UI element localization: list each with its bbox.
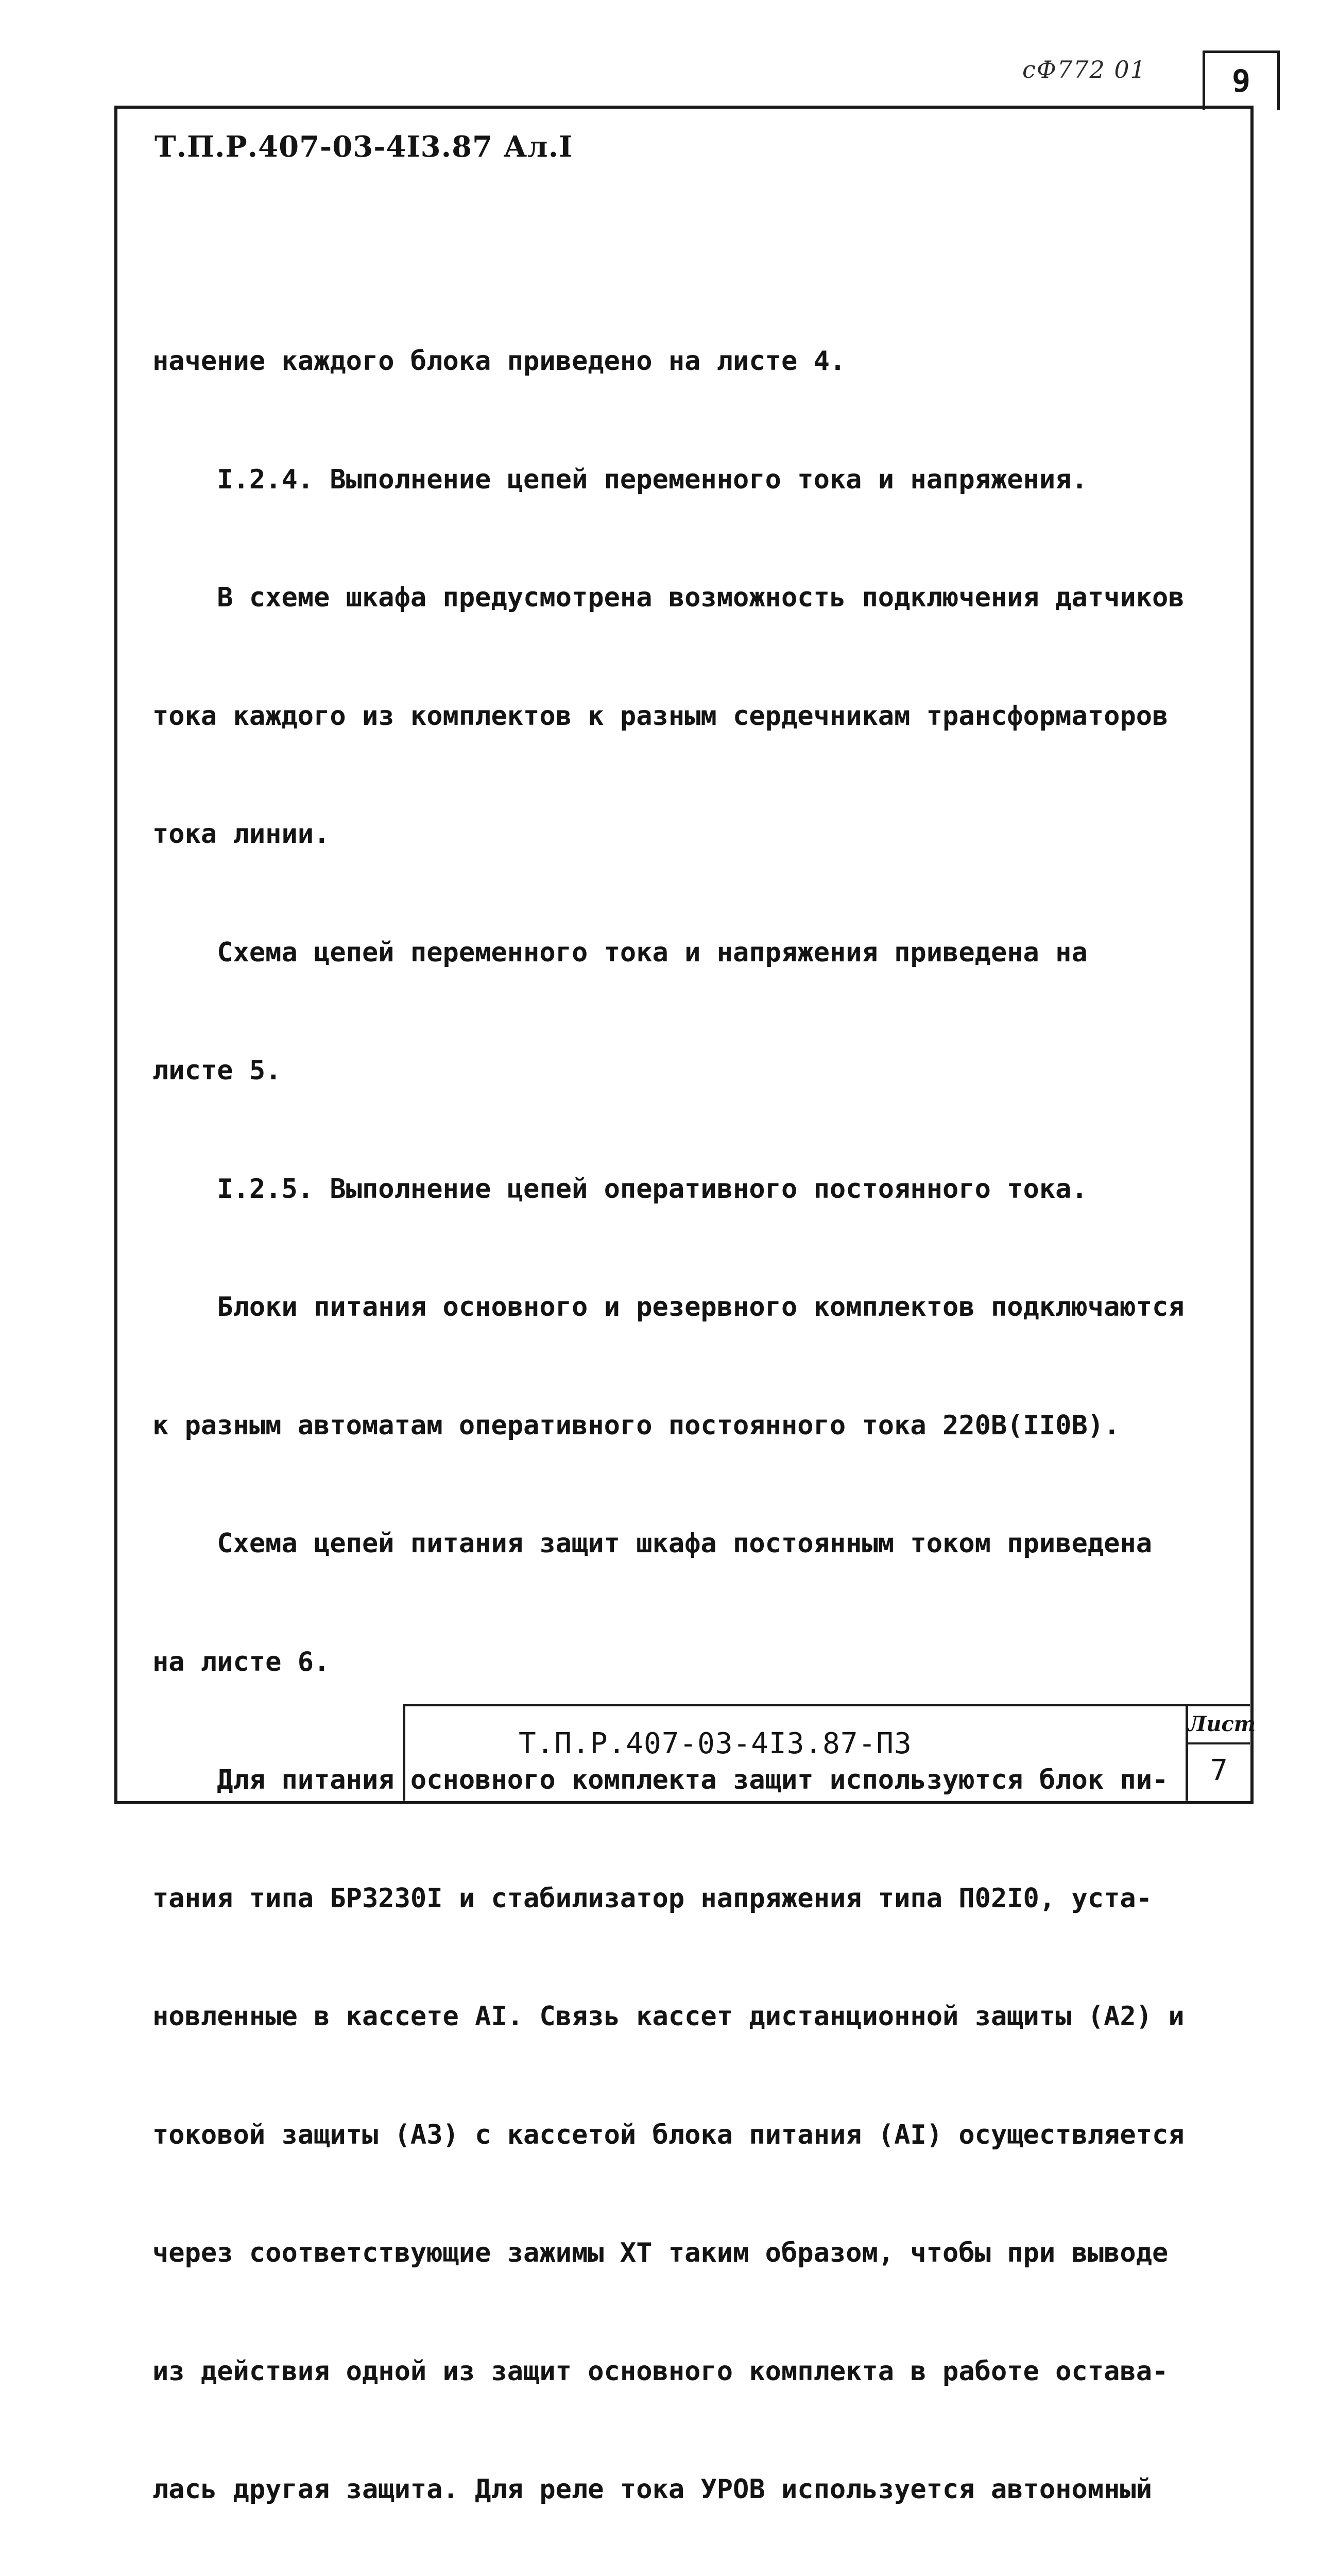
text-line: на листе 6. xyxy=(152,1646,330,1677)
text-line: Блоки питания основного и резервного комплектов подключаются xyxy=(152,1292,1185,1323)
text-line: токовой защиты (А3) с кассетой блока питания (АI) осуществляется xyxy=(152,2119,1185,2150)
text-line: I.2.4. Выполнение цепей переменного тока и напряжения. xyxy=(152,464,1088,495)
text-line: из действия одной из защит основного комплекта в работе остава- xyxy=(152,2355,1169,2387)
text-line: новленные в кассете АI. Связь кассет дистанционной защиты (А2) и xyxy=(152,2001,1185,2032)
text-line: начение каждого блока приведено на листе 4. xyxy=(152,346,846,377)
text-line: I.2.5. Выполнение цепей оперативного постоянного тока. xyxy=(152,1173,1088,1205)
text-line: к разным автоматам оперативного постоянного тока 220В(II0В). xyxy=(152,1410,1120,1441)
title-block-stamp xyxy=(403,1704,1256,1801)
sheet-number: 7 xyxy=(1210,1754,1228,1787)
body-text xyxy=(152,263,1226,2576)
stamp-document-code: Т.П.Р.407-03-4I3.87-П3 xyxy=(519,1727,912,1760)
text-line: лась другая защита. Для реле тока УРОВ используется автономный xyxy=(152,2474,1153,2505)
sheet-cell xyxy=(1186,1706,1256,1801)
page-number-box xyxy=(1203,50,1280,110)
text-line: Для питания основного комплекта защит используются блок пи- xyxy=(152,1765,1169,1795)
text-line: Схема цепей питания защит шкафа постоянным током приведена xyxy=(152,1528,1153,1559)
text-line: Схема цепей переменного тока и напряжения приведена на xyxy=(152,937,1088,968)
page-number: 9 xyxy=(1231,63,1251,99)
text-line: В схеме шкафа предусмотрена возможность подключения датчиков xyxy=(152,582,1185,613)
text-line: тока каждого из комплектов к разным сердечникам трансформаторов xyxy=(152,700,1169,732)
document-code-header: Т.П.Р.407-03-4I3.87 Ал.I xyxy=(155,130,573,164)
text-line: через соответствующие зажимы ХТ таким образом, чтобы при выводе xyxy=(152,2238,1169,2268)
handwritten-code: сФ772 01 xyxy=(1022,56,1146,83)
text-line: тока линии. xyxy=(152,819,330,850)
text-line: тания типа БР3230I и стабилизатор напряжения типа П02I0, уста- xyxy=(152,1883,1153,1914)
text-line: листе 5. xyxy=(152,1055,282,1086)
sheet-label: Лист xyxy=(1188,1706,1250,1744)
